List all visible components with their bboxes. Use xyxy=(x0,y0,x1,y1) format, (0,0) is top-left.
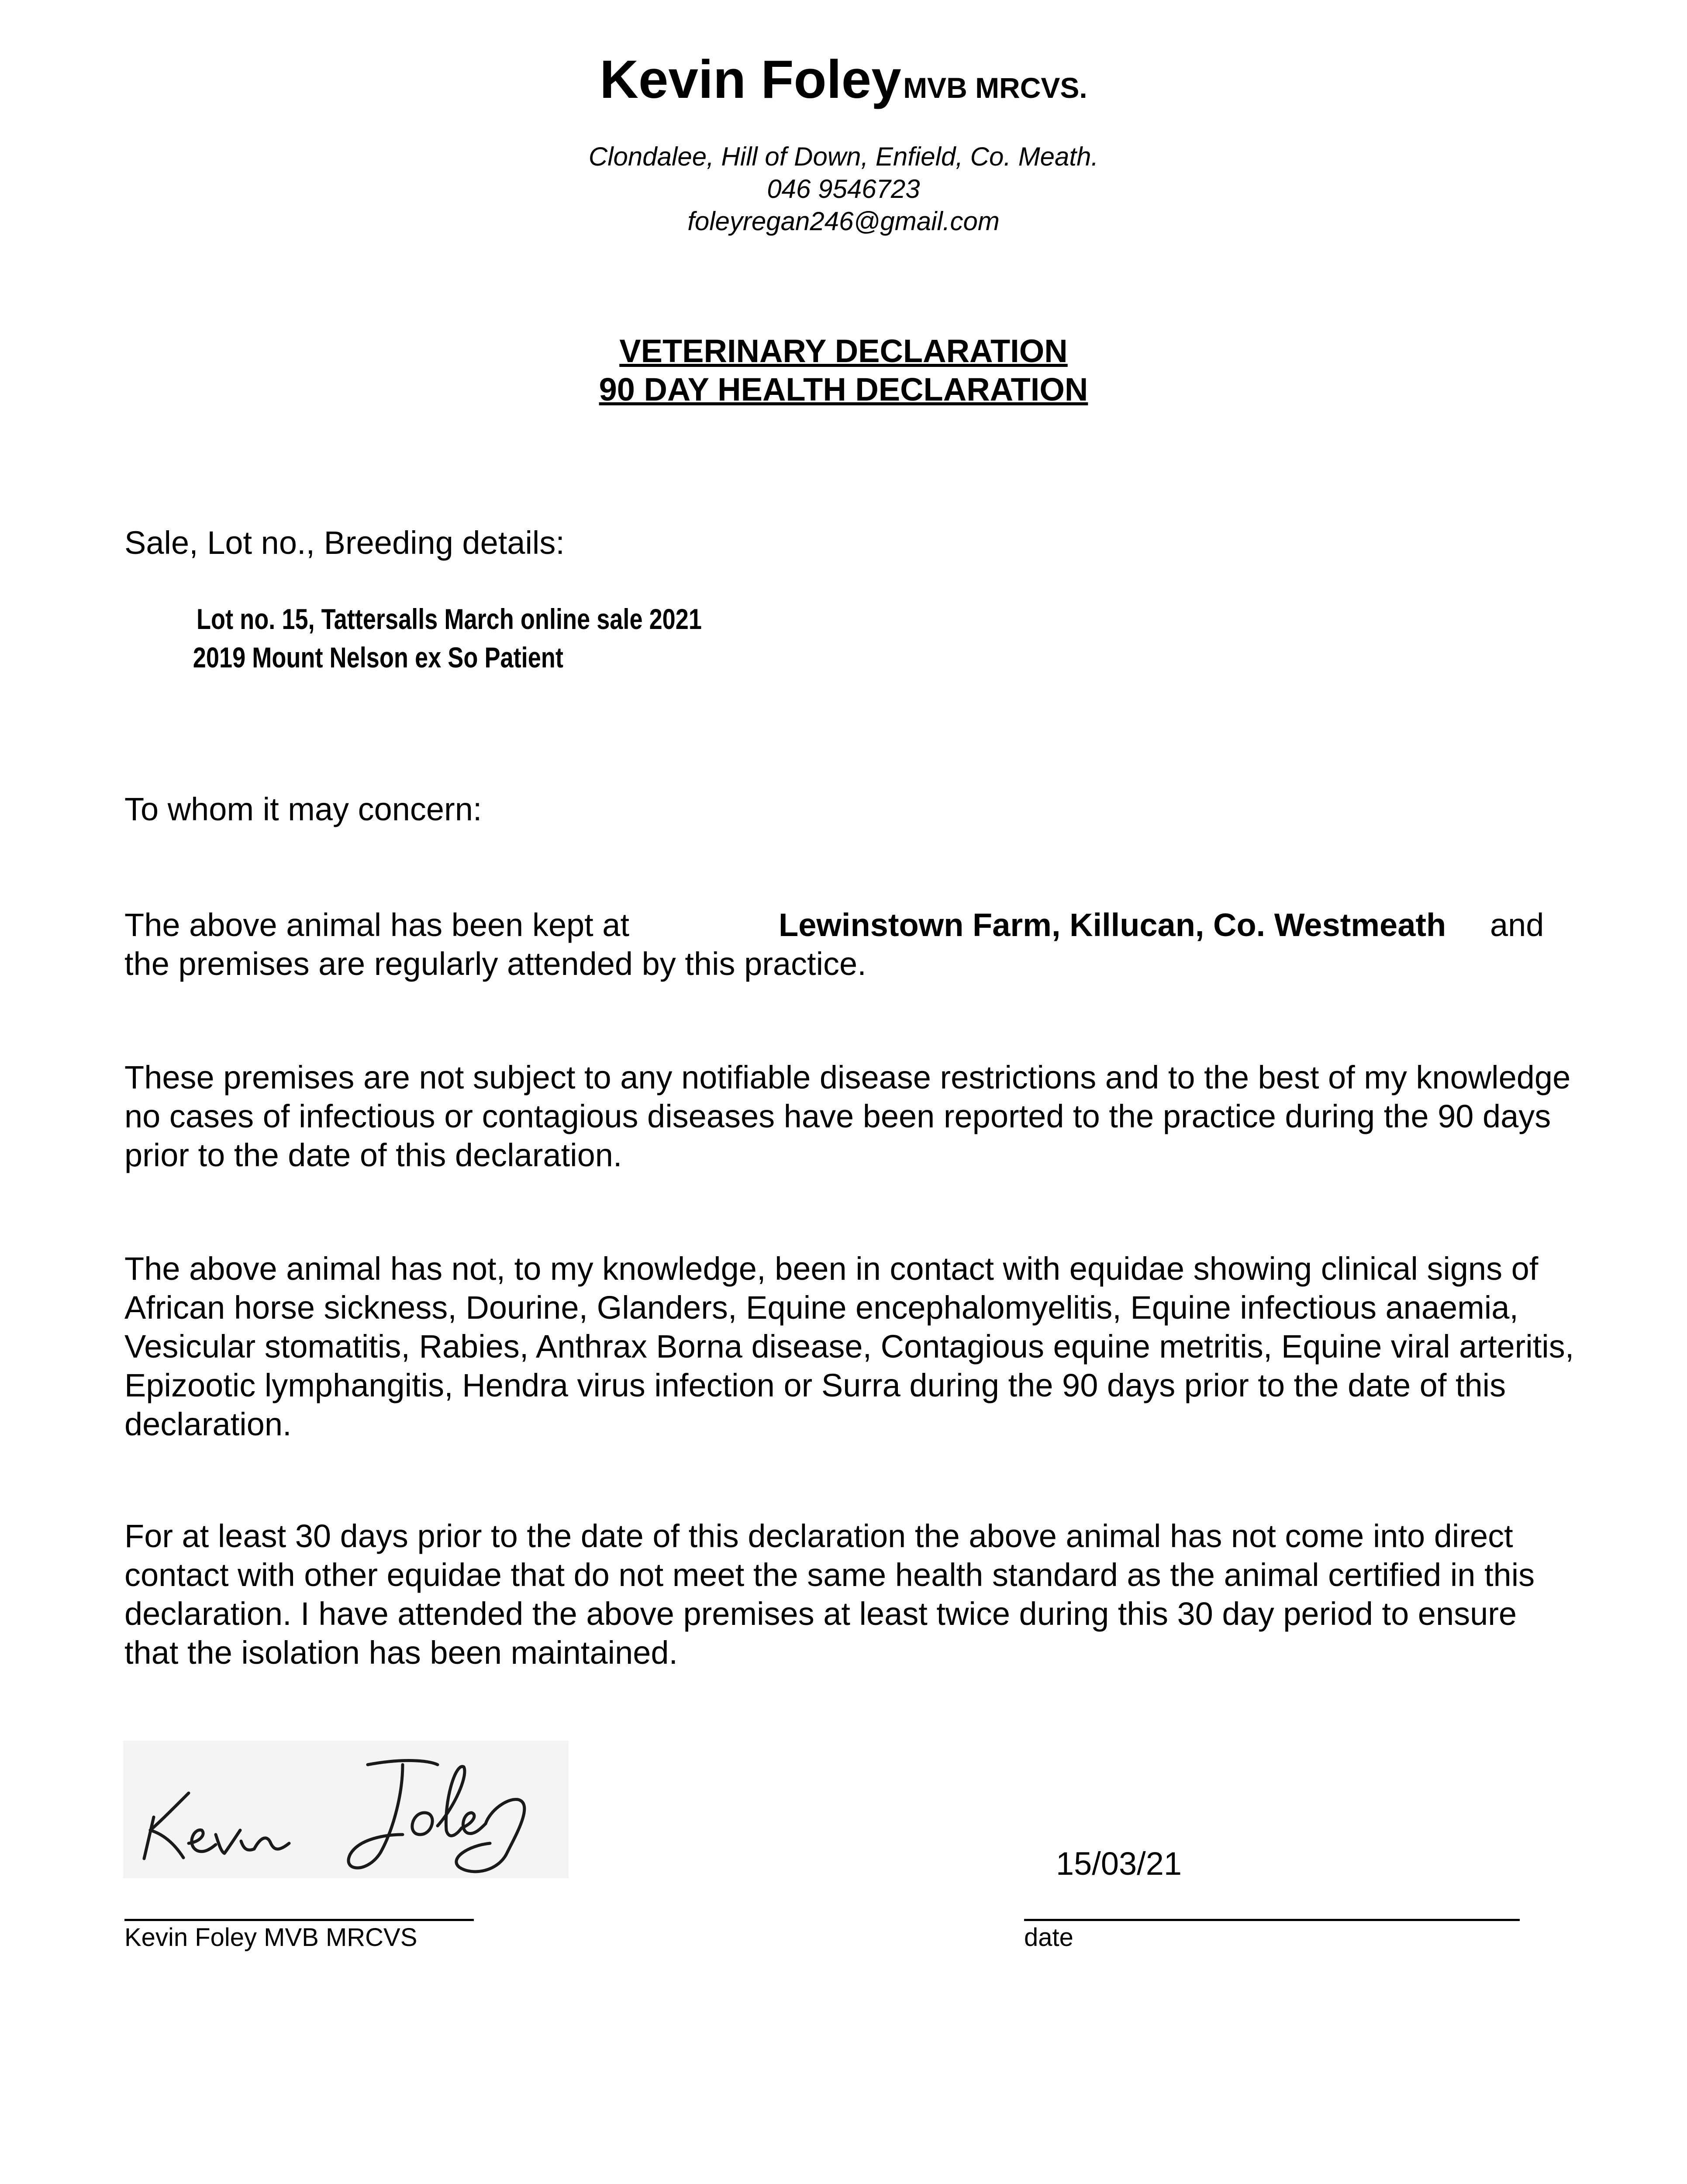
vet-name: Kevin Foley xyxy=(600,50,901,110)
lot-line: Lot no. 15, Tattersalls March online sale 2021 xyxy=(197,603,702,635)
premises-suffix: and xyxy=(1490,907,1544,943)
letterhead-title xyxy=(0,49,1687,111)
signer-label: Kevin Foley MVB MRCVS xyxy=(124,1923,417,1952)
handwritten-signature xyxy=(123,1741,569,1878)
paragraph-diseases: The above animal has not, to my knowledge, been in contact with equidae showing clinical signs of African horse sickness, Dourine, Glanders, Equine encephalomyelitis, Equine infectious anaemia, Vesicular stomatitis, Rabies, Anthrax Borna disease, Contagious equine metritis, Equine viral arteritis, Epizootic lymphangitis, Hendra virus infection or Surra during the 90 days prior to the date of this declaration. xyxy=(124,1251,1574,1442)
premises-location: Lewinstown Farm, Killucan, Co. Westmeath xyxy=(779,907,1446,943)
vet-qualifications: MVB MRCVS. xyxy=(903,72,1087,104)
phone: 046 9546723 xyxy=(767,174,920,204)
date-line xyxy=(1024,1919,1520,1921)
declaration-titles xyxy=(0,332,1687,409)
date-label: date xyxy=(1024,1923,1073,1952)
breeding-line: 2019 Mount Nelson ex So Patient xyxy=(193,641,563,674)
premises-continuation: the premises are regularly attended by this practice. xyxy=(124,946,866,982)
signature-image xyxy=(123,1741,569,1878)
signature-line xyxy=(124,1919,474,1921)
address: Clondalee, Hill of Down, Enfield, Co. Meath. xyxy=(588,142,1099,171)
title-veterinary-declaration: VETERINARY DECLARATION xyxy=(619,333,1068,369)
salutation: To whom it may concern: xyxy=(124,791,482,827)
sale-label: Sale, Lot no., Breeding details: xyxy=(124,525,565,561)
email: foleyregan246@gmail.com xyxy=(687,207,1000,236)
paragraph-isolation: For at least 30 days prior to the date of this declaration the above animal has not come into direct contact with other equidae that do not meet the same health standard as the animal certified in this declaration. I have attended the above premises at least twice during this 30 day period to ensure that the isolation has been maintained. xyxy=(124,1518,1535,1671)
sale-details xyxy=(193,600,702,677)
paragraph-restrictions: These premises are not subject to any notifiable disease restrictions and to the best of my knowledge no cases of infectious or contagious diseases have been reported to the practice during the 90 days prior to the date of this declaration. xyxy=(124,1059,1571,1173)
title-90-day-health: 90 DAY HEALTH DECLARATION xyxy=(599,371,1088,408)
contact-block xyxy=(0,141,1687,238)
premises-prefix: The above animal has been kept at xyxy=(124,907,629,943)
date-value: 15/03/21 xyxy=(1056,1845,1182,1882)
